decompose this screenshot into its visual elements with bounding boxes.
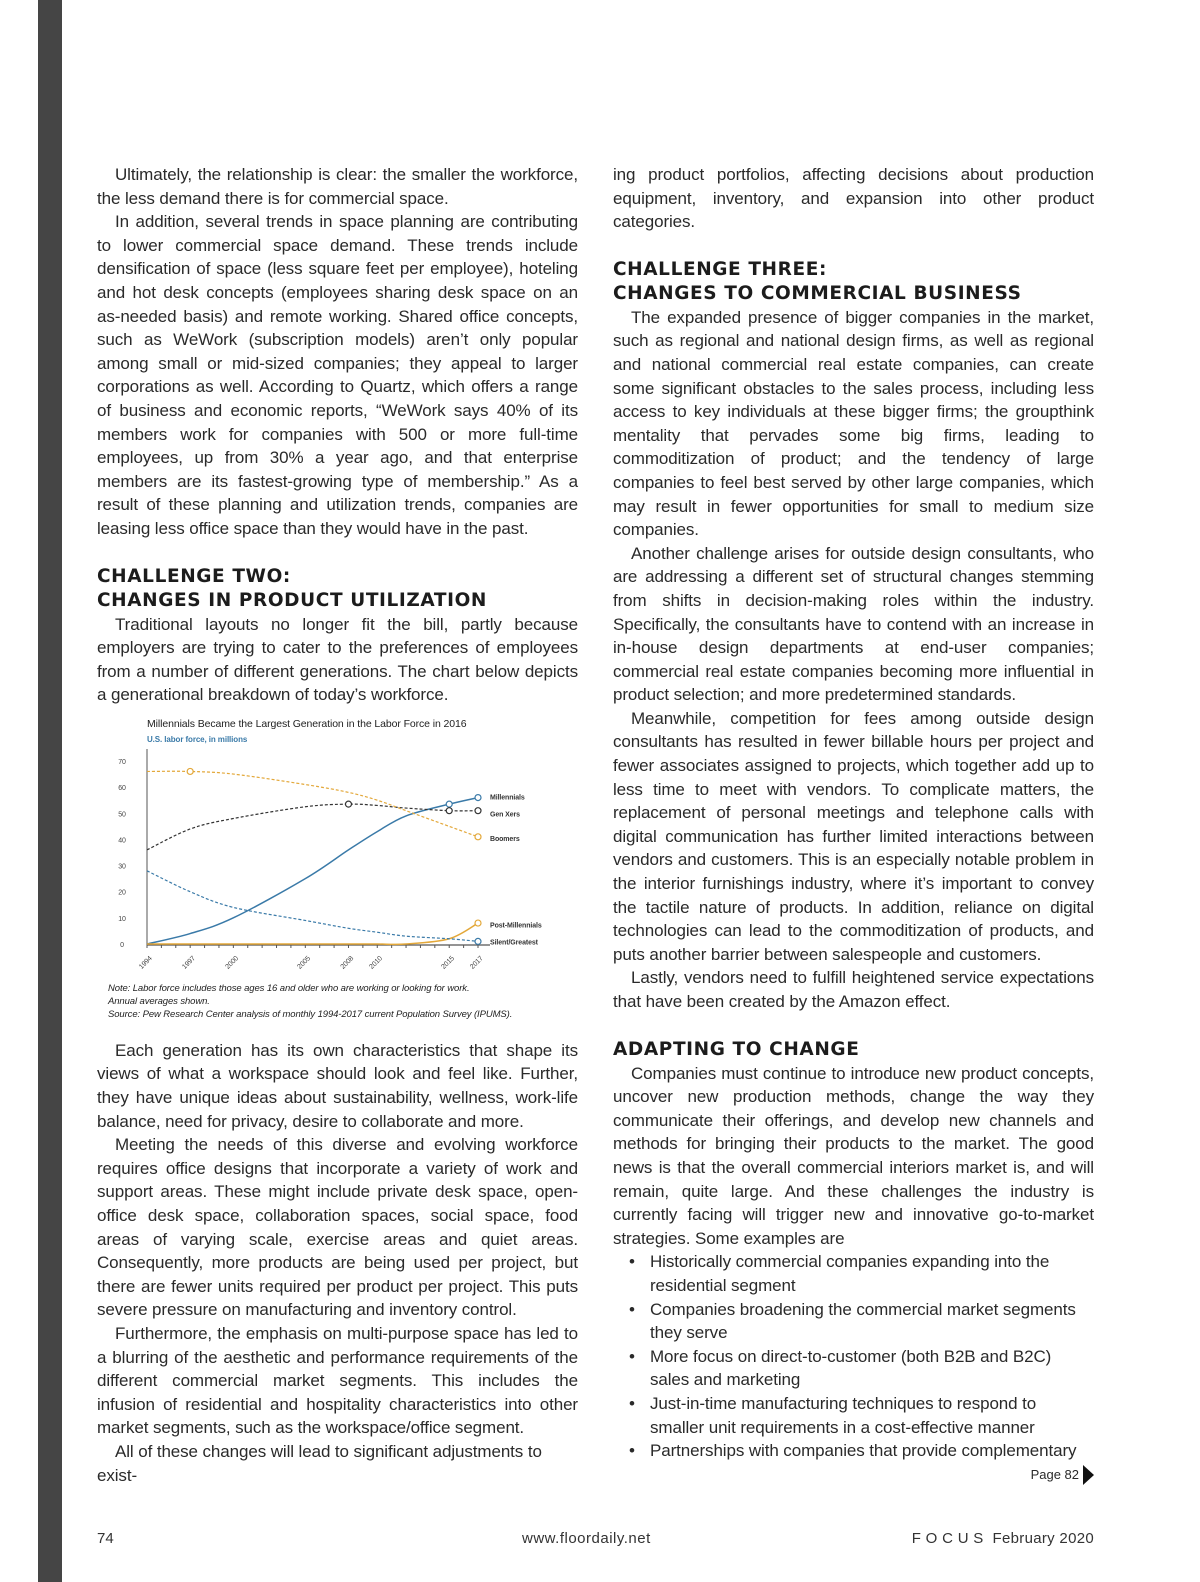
paragraph: In addition, several trends in space planning are contributing to lower commercial space demand. These trends include densification of space (less square feet per employee), hoteling and hot desk concepts (employees sharing desk space on an as-needed basis) and remote working. Shared office concepts, such as WeWork (subscription models) aren’t only popular among small or mid-sized companies; they appeal to larger corporations as well. According to Quartz, which offers a range of business and economic reports, “WeWork says 40% of its members work for companies with 500 or more full-time employees, up from 30% a year ago, and that enterprise members are its fastest-growing type of membership.” As a result of these planning and utilization trends, companies are leasing less office space than they would have in the past. [97, 212, 578, 538]
heading-line: CHALLENGE TWO: [97, 565, 291, 587]
legend-label-post-millennials: Post-Millennials [490, 922, 542, 930]
continued-label: Page 82 [1030, 1466, 1079, 1482]
list-item: • More focus on direct-to-customer (both B2B and B2C) sales and marketing [613, 1345, 1094, 1392]
paragraph: ing product portfolios, affecting decisions about production equipment, inventory, and expansion into other product categories. [613, 165, 1094, 232]
series-line-millennials [147, 797, 478, 943]
legend-label-silent-greatest: Silent/Greatest [490, 939, 538, 947]
data-point-boomers [475, 834, 481, 840]
paragraph: Traditional layouts no longer fit the bill, partly because employers are trying to cater to the preferences of employees from a number of different generations. The chart below depicts a generational breakdown of today’s workforce. [97, 614, 578, 705]
series-line-silent-greatest [147, 871, 478, 942]
section-heading-adapting: ADAPTING TO CHANGE [613, 1038, 860, 1060]
y-tick-label: 0 [120, 941, 124, 949]
paragraph: Meeting the needs of this diverse and evolving workforce requires office designs that incorporate a variety of work and support areas. These might include private desk space, open-office desk space, collaboration spaces, social space, food areas of varying scale, exercise areas and quiet areas. Consequently, more products are being used per project, but there are fewer units required per product per project. This puts severe pressure on manufacturing and inventory control. [97, 1135, 578, 1320]
website-link[interactable]: www.floordaily.net [522, 1530, 651, 1547]
chart-note: Note: Labor force includes those ages 16 and older who are working or looking for work. [108, 982, 470, 994]
list-item: • Historically commercial companies expanding into the residential segment [613, 1250, 1094, 1297]
x-tick-label: 2010 [368, 954, 385, 971]
x-tick-label: 2008 [339, 954, 356, 971]
paragraph: All of these changes will lead to significant adjustments to exist- [97, 1441, 542, 1485]
list-item: • Companies broadening the commercial market segments they serve [613, 1298, 1094, 1345]
right-column [613, 163, 1094, 1485]
data-point-post-millennials [475, 920, 481, 926]
data-point-boomers [187, 768, 193, 774]
publication-issue: F O C U S February 2020 [911, 1530, 1094, 1547]
arrow-right-icon [1083, 1465, 1094, 1485]
paragraph: Furthermore, the emphasis on multi-purpose space has led to a blurring of the aesthetic and performance requirements of the different commercial market segments. This includes the infusion of residential and hospitality characteristics into other market segments, such as the workspace/office segment. [97, 1324, 578, 1438]
chart-source: Source: Pew Research Center analysis of monthly 1994-2017 current Population Survey (IPUMS). [108, 1008, 513, 1020]
page-number: 74 [97, 1530, 114, 1547]
examples-list [613, 1250, 1094, 1462]
x-tick-label: 1997 [181, 954, 197, 971]
labor-force-chart [100, 711, 570, 1027]
heading-line: CHANGES IN PRODUCT UTILIZATION [97, 589, 488, 611]
x-tick-label: 2017 [469, 954, 485, 971]
series-line-post-millennials [147, 923, 478, 944]
heading-line: CHALLENGE THREE: [613, 258, 827, 280]
data-point-silent-greatest [475, 938, 481, 944]
list-item: • Just-in-time manufacturing techniques to respond to smaller unit requirements in a cost-effective manner [613, 1392, 1094, 1439]
paragraph: Each generation has its own characteristics that shape its views of what a workspace should look and feel like. Further, they have unique ideas about sustainability, wellness, work-life balance, need for privacy, desire to collaborate and more. [97, 1040, 578, 1131]
chart-subtitle: U.S. labor force, in millions [147, 734, 248, 744]
y-tick-label: 40 [118, 837, 126, 845]
data-point-millennials [475, 794, 481, 800]
chart-title: Millennials Became the Largest Generation in the Labor Force in 2016 [147, 717, 467, 730]
series-line-gen-xers [147, 804, 478, 850]
y-tick-label: 60 [118, 785, 126, 793]
data-point-gen-xers [475, 808, 481, 814]
x-tick-label: 2005 [296, 954, 313, 971]
x-tick-label: 2000 [224, 954, 241, 971]
section-heading-challenge-three [613, 258, 1094, 306]
x-tick-label: 1994 [138, 954, 154, 971]
y-tick-label: 20 [118, 889, 126, 897]
legend-label-boomers: Boomers [490, 835, 520, 843]
page-edge-bar [38, 0, 62, 1582]
section-heading-challenge-two [97, 565, 578, 613]
list-item: • Partnerships with companies that provide complementary [613, 1439, 1094, 1463]
x-tick-label: 2015 [440, 954, 457, 971]
y-tick-label: 70 [118, 758, 126, 766]
legend-label-gen-xers: Gen Xers [490, 811, 520, 819]
paragraph: Companies must continue to introduce new product concepts, uncover new production methods, change the way they communicate their offerings, and develop new channels and methods for bringing their products to the market. The good news is that the overall commercial interiors market is, and will remain, quite large. And these challenges the industry is currently facing will trigger new and innovative go-to-market strategies. Some examples are [613, 1063, 1094, 1248]
y-tick-label: 10 [118, 915, 126, 923]
series-line-boomers [147, 771, 478, 837]
y-tick-label: 30 [118, 863, 126, 871]
paragraph: Ultimately, the relationship is clear: the smaller the workforce, the less demand there is for commercial space. [97, 165, 578, 208]
data-point-gen-xers [446, 808, 452, 814]
y-tick-label: 50 [118, 811, 126, 819]
paragraph: The expanded presence of bigger companies in the market, such as regional and national design firms, as well as regional and national commercial real estate companies, can create some significant obstacles to the sales process, including less access to key individuals at these bigger firms; the groupthink mentality that pervades some big firms, leading to commoditization of product; and the tendency of large companies to feel best served by other large companies, which may result in fewer opportunities for small to medium size companies. [613, 307, 1094, 540]
paragraph: Meanwhile, competition for fees among outside design consultants has resulted in fewer billable hours per project and fewer associates assigned to projects, which together add up to less time to meet with vendors. To complicate matters, the replacement of personal meetings and telephone calls with digital communication has further limited interactions between vendors and customers. This is an especially notable problem in the interior furnishings industry, where it’s important to convey the tactile nature of products. In addition, reliance on digital technologies can lead to the commoditization of products, and puts another barrier between salespeople and customers. [613, 708, 1094, 964]
paragraph: Another challenge arises for outside design consultants, who are addressing a different set of structural changes stemming from shifts in decision-making roles within the industry. Specifically, the consultants have to contend with an increase in in-house design departments at end-user companies; commercial real estate companies becoming more influential in product selection; and more predetermined standards. [613, 543, 1094, 705]
legend-label-millennials: Millennials [490, 794, 525, 802]
data-point-millennials [446, 801, 452, 807]
left-column [97, 163, 578, 1487]
data-point-gen-xers [345, 801, 351, 807]
continued-page-link[interactable] [613, 1465, 1094, 1485]
heading-line: CHANGES TO COMMERCIAL BUSINESS [613, 282, 1022, 304]
chart-note: Annual averages shown. [108, 995, 210, 1007]
paragraph: Lastly, vendors need to fulfill heightened service expectations that have been created by the Amazon effect. [613, 968, 1094, 1011]
